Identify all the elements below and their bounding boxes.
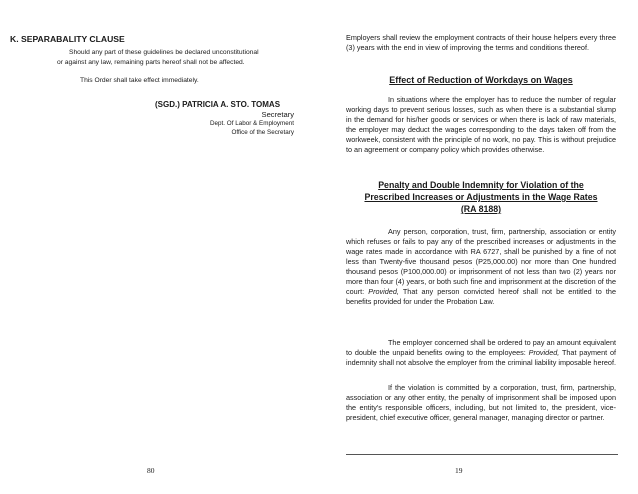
penalty-text-2b: That payment of indemnity shall not absolve the employer from the criminal liability imposable hereof. [346,348,616,368]
effectivity-paragraph: This Order shall take effect immediately. [80,77,199,84]
signatory-office: Office of the Secretary [231,129,294,136]
penalty-text-2a: The employer concerned shall be ordered to pay an amount equivalent to double the unpaid benefits owing to the employees: [346,338,616,358]
workdays-reduction-heading: Effect of Reduction of Workdays on Wages [389,75,573,85]
page-number-right: 19 [455,466,463,475]
signatory-name: (SGD.) PATRICIA A. STO. TOMAS [155,100,281,109]
penalty-heading-line-2: Prescribed Increases or Adjustments in the Wage Rates [364,192,598,202]
proviso-term: Provided, [368,287,399,297]
workdays-reduction-paragraph [346,95,616,155]
house-helpers-paragraph [346,33,616,53]
signatory-department: Dept. Of Labor & Employment [210,120,294,127]
penalty-text-2 [346,338,616,368]
penalty-heading-line-1: Penalty and Double Indemnity for Violation of the [378,180,584,190]
separability-clause-heading: K. SEPARABALITY CLAUSE [10,34,125,44]
penalty-paragraph-1 [346,227,616,307]
penalty-paragraph-2 [346,338,616,368]
penalty-text-1a: Any person, corporation, trust, firm, partnership, association or entity which refuses or fails to pay any of the prescribed increases or adjustments in the wage rates made in accordance with RA 6727, shall be punished by a fine of not less than Twenty-five thousand pesos (P25,000.00) nor more than One hundred thousand pesos (P100,000.00) or imprisonment of not less than two (2) years nor more than four (4) years, or both such fine and imprisonment at the discretion of the court: [346,227,616,297]
separability-paragraph [57,48,297,67]
penalty-text-1 [346,227,616,307]
penalty-heading [346,179,616,215]
page-number-left: 80 [147,466,155,475]
signatory-block [210,110,294,137]
effect-text: In situations where the employer has to reduce the number of regular working days to prevent serious losses, such as when there is a substantial slump in the demand for his/her goods or services or when there is lack of raw materials, the employer may deduct the wages corresponding to the days taken off from the workweek, consistent with the principle of no work, no pay. This is without prejudice to an agreement or company policy which provides otherwise. [346,95,616,155]
separability-line-1: Should any part of these guidelines be declared unconstitutional [69,49,259,56]
separability-line-2: or against any law, remaining parts hereof shall not be affected. [57,58,245,66]
footer-divider [346,454,618,455]
penalty-heading-line-3: (RA 8188) [460,204,502,214]
penalty-paragraph-3 [346,383,616,423]
signatory-title: Secretary [261,110,294,119]
penalty-text-3: If the violation is committed by a corporation, trust, firm, partnership, association or any other entity, the penalty of imprisonment shall be imposed upon the entity's responsible officers, including, but not limited to, the president, vice-president, chief executive officer, general manager, managing director or partner. [346,383,616,423]
penalty-text-1b: That any person convicted hereof shall not be entitled to the benefits provided for under the Probation Law. [346,287,616,307]
proviso-term: Provided, [528,348,560,358]
intro-text: Employers shall review the employment contracts of their house helpers every three (3) years with the end in view of improving the terms and conditions thereof. [346,33,616,53]
